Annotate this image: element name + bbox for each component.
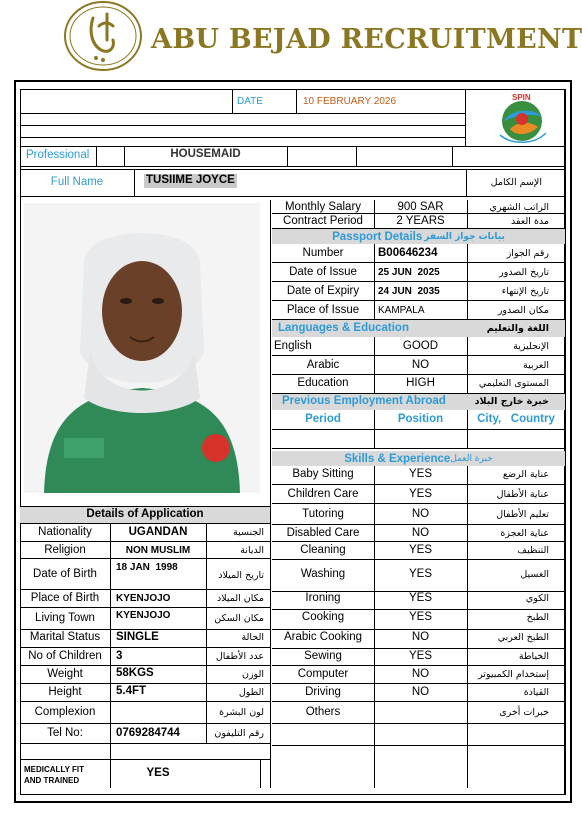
skill-computer-value: NO [411,668,430,681]
full-name-ar: الإسم الكامل [490,177,542,189]
passport-heading: Passport Details [332,230,423,243]
skill-disabled-care-label: Disabled Care [286,527,360,540]
date-label: DATE [237,96,263,107]
arabic-label: Arabic [306,359,340,372]
spin-logo [490,91,554,145]
contract-period-label: Contract Period [283,214,363,227]
monthly-salary-value: 900 SAR [397,201,444,214]
contract-period-ar: مدة العقد [511,215,549,227]
skill-cooking-label: Cooking [301,611,345,624]
skill-cleaning-ar: التنظيف [517,545,549,557]
skill-arabic-cooking-value: NO [411,631,430,644]
education-value: HIGH [406,377,435,390]
medical-label [24,764,108,786]
living-town-ar: مكان السكن [214,613,264,625]
skill-tutoring-value: NO [411,508,430,521]
skill-washing-ar: الغسيل [520,569,549,581]
skills-heading-ar: خبرة العمل [450,453,493,464]
complexion-ar: لون البشرة [219,707,264,719]
skill-driving-value: NO [411,686,430,699]
weight-label: Weight [47,668,83,681]
skill-baby-sitting-ar: عناية الرضع [502,469,549,481]
skill-washing-label: Washing [300,568,346,581]
complexion-value [116,706,206,720]
date-of-birth-label: Date of Birth [33,568,97,581]
skill-tutoring-label: Tutoring [302,508,344,521]
marital-status-ar: الحالة [241,632,264,644]
weight-value: 58KGS [116,667,154,680]
employment-col-city-country: City, Country [477,413,555,426]
monthly-salary-ar: الراتب الشهري [489,202,549,214]
skill-cooking-ar: الطبخ [526,612,549,624]
skill-driving-ar: القيادة [523,687,549,699]
skill-baby-sitting-value: YES [408,468,432,481]
company-name: ABU BEJAD RECRUITMENT [151,24,582,55]
english-value: GOOD [402,340,439,353]
nationality-label: Nationality [38,526,92,539]
passport-number-value: B00646234 [378,247,438,260]
tel-no-value: 0769284744 [116,727,180,740]
skill-ironing-ar: الكوي [525,593,549,605]
place-of-issue-label: Place of Issue [286,304,360,317]
place-of-issue-ar: مكان الصدور [497,305,549,317]
skill-ironing-value: YES [408,592,432,605]
no-of-children-value: 3 [116,649,123,662]
living-town-value: KYENJOJO [116,609,171,621]
employment-col-position: Position [397,413,444,426]
skill-washing-value: YES [408,568,432,581]
skill-baby-sitting-label: Baby Sitting [292,468,354,481]
marital-status-value: SINGLE [116,631,159,644]
contract-period-value: 2 YEARS [396,214,445,227]
marital-status-label: Marital Status [29,631,101,644]
skill-children-care-value: YES [408,488,432,501]
skill-others-ar: خبرات أخرى [499,707,549,719]
full-name-value: TUSIIME JOYCE [146,174,235,186]
skill-cleaning-label: Cleaning [300,544,346,557]
place-of-birth-label: Place of Birth [30,591,100,604]
skill-sewing-ar: الخياطة [518,651,549,663]
date-value: 10 FEBRUARY 2026 [303,96,397,107]
tel-no-ar: رقم التليفون [214,728,264,740]
height-label: Height [48,686,82,699]
skill-disabled-care-ar: عناية العجزة [500,528,549,540]
skill-computer-label: Computer [297,668,349,681]
full-name-label: Full Name [50,176,104,189]
monthly-salary-label: Monthly Salary [284,201,362,214]
candidate-photo [24,203,260,493]
date-of-issue-value: 25 JUN 2025 [378,267,440,278]
application-heading: Details of Application [86,507,204,520]
medical-value: YES [146,767,170,780]
skill-arabic-cooking-ar: الطبخ العربي [497,632,549,644]
passport-number-label: Number [302,247,344,260]
spin-logo-text: SPIN [512,93,531,102]
skill-cleaning-value: YES [408,544,432,557]
no-of-children-ar: عدد الأطفال [215,650,264,662]
skill-ironing-label: Ironing [305,592,341,605]
nationality-ar: الجنسية [233,527,264,539]
complexion-label: Complexion [34,706,96,719]
no-of-children-label: No of Children [28,649,102,662]
living-town-label: Living Town [35,612,95,625]
tel-no-label: Tel No: [47,727,83,740]
place-of-birth-ar: مكان الميلاد [216,592,264,604]
skill-driving-label: Driving [305,686,341,699]
skill-sewing-value: YES [408,650,432,663]
passport-heading-ar: بيانات جواز السفر [424,231,505,242]
date-of-birth-ar: تاريخ الميلاد [218,570,264,582]
languages-heading: Languages & Education [278,321,409,334]
employment-heading: Previous Employment Abroad [282,395,446,408]
skill-sewing-label: Sewing [304,650,342,663]
height-ar: الطول [238,687,264,699]
place-of-issue-value: KAMPALA [378,305,425,316]
skill-children-care-label: Children Care [287,488,359,501]
place-of-birth-value: KYENJOJO [116,592,171,604]
skill-arabic-cooking-label: Arabic Cooking [284,631,362,644]
education-label: Education [297,377,349,390]
skill-cooking-value: YES [408,611,432,624]
date-of-expiry-ar: تاريخ الإنتهاء [501,286,549,298]
arabic-ar: العربية [523,360,549,372]
skill-others-value [374,706,467,720]
passport-number-ar: رقم الجواز [506,248,549,260]
medical-label-line-1: MEDICALLY FIT [24,765,85,774]
religion-value: NON MUSLIM [125,544,191,556]
height-value: 5.4FT [116,685,147,698]
education-ar: المستوى التعليمي [478,378,549,390]
date-of-expiry-value: 24 JUN 2035 [378,286,440,297]
date-of-birth-value: 18 JAN 1998 [116,562,178,573]
date-of-issue-ar: تاريخ الصدور [499,267,549,279]
medical-label-line-2: AND TRAINED [24,776,80,785]
date-of-expiry-label: Date of Expiry [286,285,360,298]
english-label: English [274,340,312,353]
religion-ar: الديانة [240,544,264,556]
professional-label: Professional [26,149,90,162]
skill-tutoring-ar: تعليم الأطفال [496,509,549,521]
nationality-value: UGANDAN [128,526,188,539]
weight-ar: الوزن [241,669,264,681]
skill-others-label: Others [305,706,341,719]
employment-col-period: Period [305,413,341,426]
skill-disabled-care-value: NO [411,527,430,540]
arabic-value: NO [411,359,430,372]
profession-value: HOUSEMAID [170,148,241,161]
english-ar: الإنجليزية [513,341,549,353]
employment-heading-ar: خبرة خارج البلاد [474,396,549,408]
date-of-issue-label: Date of Issue [289,266,357,279]
company-logo [63,0,143,72]
skill-children-care-ar: عناية الأطفال [496,489,549,501]
skills-heading: Skills & Experience [344,452,451,465]
languages-heading-ar: اللغة والتعليم [486,322,549,334]
religion-label: Religion [44,543,86,556]
skill-computer-ar: إستخدام الكمبيوتر [478,669,549,681]
